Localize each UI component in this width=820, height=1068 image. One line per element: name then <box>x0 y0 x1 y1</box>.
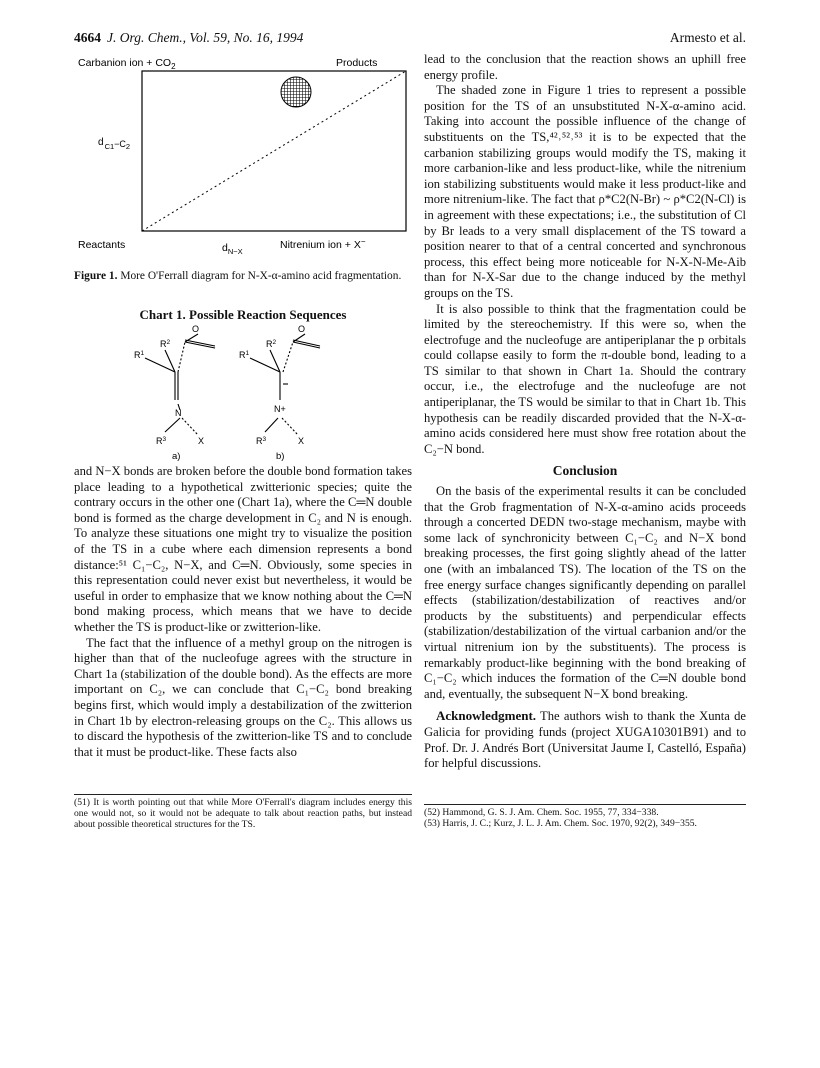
atom-o-b: O <box>298 324 306 334</box>
reaction-path-dotted <box>142 71 406 231</box>
structure-b <box>250 334 320 435</box>
acknowledgment-paragraph <box>424 708 746 771</box>
ts-shaded-zone <box>281 77 311 107</box>
figure-1-diagram <box>74 52 414 257</box>
conclusion-paragraph: On the basis of the experimental results it can be concluded that the Grob fragmentation of N-X-α-amino acids proceeds through a concerted DEDN two-stage mechanism, maybe with some lack of synchronicity between C₁−C₂ and N−X bond breaking processes, the first going slightly ahead of the latter one (with an imbalanced TS). The location of the TS on the free energy surface changes significantly depending on parallel effects (stabilization/destabilization of reactives and/or products by the substituents) and perpendicular effects (stabilization/destabilization of the virtual carbanion and/or the virtual nitrenium ion by the substituents). The process is remarkably product-like beginning with the bond breaking of C₁−C₂ which induces the formation of the C═N double bond and, eventually, the subsequent N−X bond breaking. <box>424 484 746 701</box>
acknowledgment-text: The authors wish to thank the Xunta de Galicia for providing funds (project XUGA10301B91) and to Prof. Dr. J. Andrés Bort (Universitat Jaume I, Castelló, España) for helpful discussions. <box>424 709 746 771</box>
journal-name: J. Org. Chem., Vol. 59, No. 16, 1994 <box>107 30 304 45</box>
label-reactants: Reactants <box>78 239 126 251</box>
atom-r2-b: $R^2$ <box>266 339 277 349</box>
structure-b-label: b) <box>276 451 285 462</box>
left-paragraph-2: The fact that the influence of a methyl group on the nitrogen is higher than that of the nucleofuge agrees with the structure in Chart 1a (stabilization of the double bond). As the effects are more important on C₂, we can conclude that C₁−C₂ bond breaking begins first, which would imply a destabilization of the zwitterion in Chart 1b by electron-releasing groups on the C₂. This allows us to discard the hypothesis of the zwitterion-like TS and to conclude that it must be product-like. These facts also <box>74 635 412 759</box>
running-header <box>74 30 746 50</box>
structure-atom-labels <box>134 324 305 446</box>
atom-r1-b: $R^1$ <box>239 350 250 360</box>
reference-52: (52) Hammond, G. S. J. Am. Chem. Soc. 1955, 77, 334−338. <box>424 807 659 818</box>
reference-53: (53) Harris, J. C.; Kurz, J. L. J. Am. Chem. Soc. 1970, 92(2), 349−355. <box>424 818 697 830</box>
structure-a-label: a) <box>172 451 181 462</box>
journal-citation <box>74 30 303 46</box>
atom-n-plus-b: N+ <box>274 404 286 414</box>
atom-x-b: X <box>298 436 305 446</box>
left-paragraph-1: and N−X bonds are broken before the double bond formation takes place leading to a hypothetical zwitterionic species; quite the contrary occurs in the other one (Chart 1a), where the C═N double bond is formed as the charge development in C₂ and N is enough. To analyze these situations one might try to visualize the position of the TS in a cube where each dimension represents a bond distance:⁵¹ C₁−C₂, N−X, and C═N. Obviously, some species in this representation could never exist but nevertheless, it would be useful in order to emphasize that we know nothing about the C═N bond making process, which means that we have to decide whether the TS is product-like or zwitterion-like. <box>74 464 412 634</box>
label-carbanion: Carbanion ion + $CO_2$ <box>78 57 176 71</box>
atom-r3-b: $R^3$ <box>256 436 267 446</box>
chart-1-structures <box>120 322 370 462</box>
label-nitrenium: Nitrenium ion + X− <box>280 237 366 251</box>
footnote-51: (51) It is worth pointing out that while More O'Ferrall's diagram includes energy this one would not, so it would not be adequate to talk about reaction paths, but instead about possible theoretical structures for the TS. <box>74 797 412 831</box>
running-authors: Armesto et al. <box>669 30 746 45</box>
left-column-text <box>74 464 412 760</box>
axis-y-label: $d_C1-C_2$ <box>98 137 131 151</box>
figure-1-caption-text: More O'Ferrall diagram for N-X-α-amino acid fragmentation. <box>120 270 402 282</box>
right-references <box>424 807 746 829</box>
figure-1-label: Figure 1. <box>74 270 118 282</box>
atom-r1-a: $R^1$ <box>134 350 145 360</box>
atom-x-a: X <box>198 436 205 446</box>
page-number: 4664 <box>74 30 101 45</box>
left-footnote-rule <box>74 794 412 795</box>
structure-a <box>145 334 215 435</box>
right-column-text <box>424 52 746 772</box>
label-products: Products <box>336 57 378 69</box>
atom-o-a: O <box>192 324 200 334</box>
atom-r2-a: $R^2$ <box>160 339 171 349</box>
right-paragraph-1: lead to the conclusion that the reaction shows an uphill free energy profile. <box>424 52 746 82</box>
right-footnote-rule <box>424 804 746 805</box>
chart-1-title: Chart 1. Possible Reaction Sequences <box>139 307 347 322</box>
atom-n-a: N <box>175 408 182 418</box>
right-paragraph-3: It is also possible to think that the fragmentation could be limited by the stereochemistry. If this were so, when the electrofuge and the nucleofuge are antiperiplanar the p orbitals could collapse easily to form the π-double bond, leading to a TS similar to that shown in Chart 1a. Should the contrary occur, i.e., the electrofuge and the nucleofuge are not antiperiplanar, the TS would be similar to that in Chart 1b. This hypothesis can be readily discarded provided that the N-X-α-amino acids considered here must show free rotation about the C₂−N bond. <box>424 301 746 456</box>
right-paragraph-2: The shaded zone in Figure 1 tries to represent a possible position for the TS of an unsubstituted N-X-α-amino acid. Taking into account the possible influence of the change of substituents on the TS,⁴²˒⁵²˒⁵³ it is to be expected that the carbanion stabilizing groups would modify the TS, making it more carbanion-like and less product-like, while the nitrenium ion stabilizing substituents would make it less product-like and more nitrenium-like. The fact that ρ*C2(N-Br) ~ ρ*C2(N-Cl) is in agreement with these expectations; i.e., the substitution of Cl by Br leads to a very small displacement of the TS toward a position nearer to that of a central concerted and synchronous process, this effect being more noticeable for N-X-N-Me-Aib than for N-X-Sar due to the change induced by the methyl groups on the TS. <box>424 83 746 300</box>
conclusion-heading: Conclusion <box>552 463 618 479</box>
atom-r3-a: $R^3$ <box>156 436 167 446</box>
axis-x-label: $d_{N-X}$ <box>222 242 243 256</box>
figure-1-caption <box>74 269 412 283</box>
acknowledgment-label: Acknowledgment. <box>436 708 537 724</box>
